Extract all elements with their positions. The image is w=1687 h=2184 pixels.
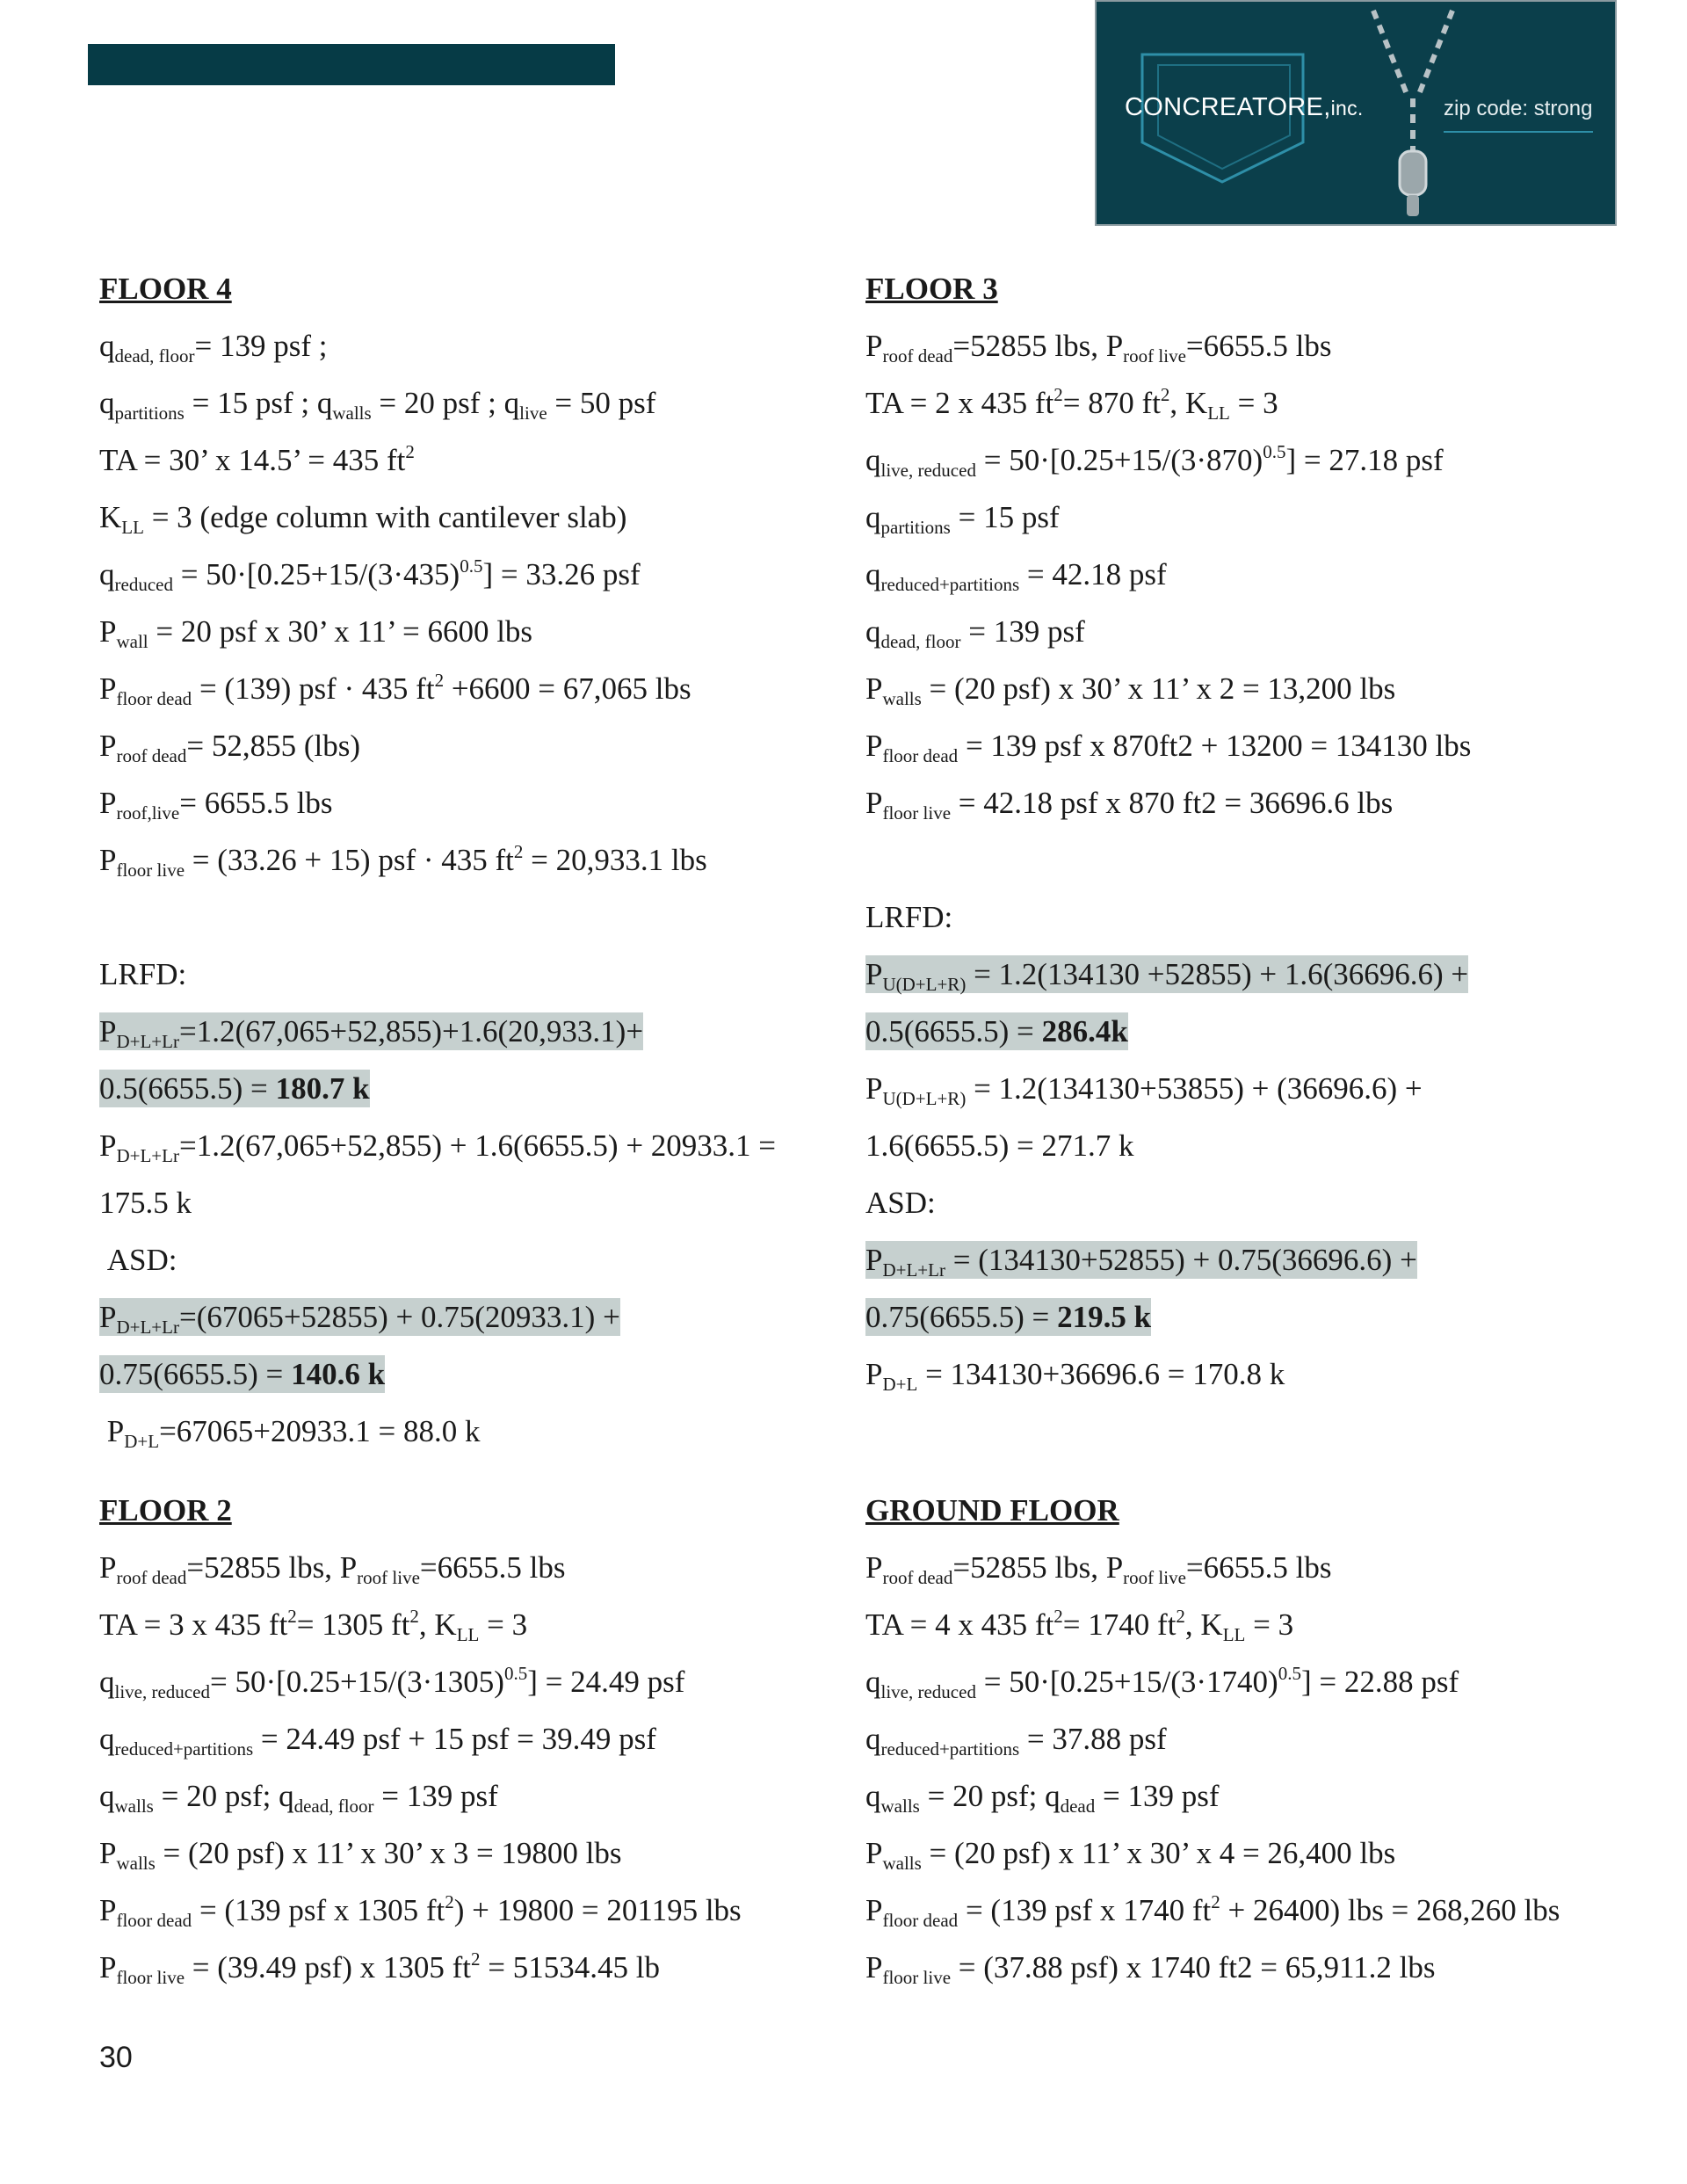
section-heading: FLOOR 3 bbox=[865, 272, 998, 306]
calc-line: 0.75(6655.5) = 219.5 k bbox=[865, 1300, 1152, 1334]
calc-line: LRFD: bbox=[99, 957, 187, 991]
calc-line: $q_{reduced+partitions} = 24.49$ psf + 15 psf = 39.49 psf bbox=[99, 1722, 656, 1760]
calc-line: $P_{roof dead}=52855$ lbs, $P_{roof live}=6655.5$ lbs bbox=[99, 1550, 566, 1588]
calc-line: 0.5(6655.5) = 286.4k bbox=[865, 1014, 1128, 1048]
calc-line: $P_{roof dead}=52855$ lbs, $P_{roof live}=6655.5$ lbs bbox=[865, 1550, 1332, 1588]
calc-line: $K_{LL} = 3$ (edge column with cantilever slab) bbox=[99, 500, 627, 538]
section-heading: FLOOR 2 bbox=[99, 1493, 232, 1527]
page-number: 30 bbox=[99, 2041, 133, 2074]
calc-line: $q_{walls} = 20$ psf; $q_{dead, floor} = 139$ psf bbox=[99, 1779, 498, 1817]
calc-lines bbox=[99, 317, 872, 1460]
calc-line: $P_{floor live} = 42.18$ psf x 870 ft2 = 36696.6 lbs bbox=[865, 786, 1394, 824]
spacer bbox=[865, 831, 1639, 889]
calc-lines bbox=[99, 1539, 872, 1996]
floor-3-section bbox=[865, 260, 1639, 1403]
calc-line: $P_{roof dead}=52855$ lbs, $P_{roof live}=6655.5$ lbs bbox=[865, 329, 1332, 366]
calc-line: $P_{D+L+Lr} = (134130+52855) + 0.75(36696.6)$ + bbox=[865, 1243, 1417, 1281]
calc-line: $P_{roof,live}= 6655.5$ lbs bbox=[99, 786, 333, 824]
company-tagline: zip code: strong bbox=[1444, 97, 1593, 120]
company-name: CONCREATORE,inc. bbox=[1125, 93, 1364, 121]
calc-line: $P_{D+L} = 134130+36696.6 = 170.8$ k bbox=[865, 1357, 1285, 1395]
calc-line: $P_{walls} = (20$ psf) x 11’ x 30’ x 4 = 26,400 lbs bbox=[865, 1836, 1396, 1874]
calc-line: ASD: bbox=[99, 1243, 177, 1277]
calc-line: $P_{floor dead} = (139)$ psf · 435 $ft^2 +6600 = 67,065$ lbs bbox=[99, 670, 691, 709]
calc-line: $P_{U(D+L+R)} = 1.2(134130 +52855) + 1.6(36696.6)$ + bbox=[865, 957, 1469, 995]
calc-line: $q_{walls} = 20$ psf; $q_{dead} = 139$ psf bbox=[865, 1779, 1220, 1817]
calc-line: $P_{floor dead} = (139$ psf x 1740 $ft^2 + 26400$) lbs = 268,260 lbs bbox=[865, 1891, 1560, 1931]
calc-line: LRFD: bbox=[865, 900, 953, 934]
calc-line: TA = 4 x 435 $ft^2= 1740$ $ft^2$, $K_{LL} = 3$ bbox=[865, 1606, 1294, 1645]
calc-line: $q_{live, reduced} = 50\cdot[0.25+15/(3\cdot 1740)^{0.5}] = 22.88$ psf bbox=[865, 1663, 1459, 1702]
section-heading: GROUND FLOOR bbox=[865, 1493, 1119, 1527]
calc-line: TA = 30’ x 14.5’ = 435 $ft^2$ bbox=[99, 441, 415, 477]
calc-line: $P_{D+L}=67065+20933.1 = 88.0$ k bbox=[99, 1414, 481, 1452]
calc-line: $q_{dead, floor}= 139$ psf ; bbox=[99, 329, 328, 366]
header-accent-bar bbox=[88, 44, 615, 85]
calc-line: $P_{D+L+Lr}=(67065+52855) + 0.75(20933.1)$ + bbox=[99, 1300, 620, 1338]
calc-line: $P_{wall} = 20$ psf x 30’ x 11’ = 6600 lbs bbox=[99, 614, 533, 652]
calc-line: $P_{floor live} = (33.26 + 15)$ psf · 435 $ft^2 = 20,933.1$ lbs bbox=[99, 841, 707, 881]
section-heading: FLOOR 4 bbox=[99, 272, 232, 306]
calc-line: TA = 2 x 435 $ft^2= 870$ $ft^2$, $K_{LL} = 3$ bbox=[865, 384, 1278, 424]
calc-line: 1.6(6655.5) = 271.7 k bbox=[865, 1128, 1134, 1163]
calc-line: $P_{floor live} = (39.49$ psf) x 1305 $ft^2 = 51534.45$ lb bbox=[99, 1948, 660, 1988]
floor-2-section bbox=[99, 1482, 872, 1996]
calc-line: TA = 3 x 435 $ft^2= 1305$ $ft^2$, $K_{LL} = 3$ bbox=[99, 1606, 528, 1645]
calc-line: $q_{dead, floor} = 139$ psf bbox=[865, 614, 1085, 652]
calc-line: $q_{partitions} = 15$ psf bbox=[865, 500, 1060, 538]
calc-line: $q_{partitions} = 15$ psf ; $q_{walls} = 20$ psf ; $q_{live} = 50$ psf bbox=[99, 386, 656, 424]
calc-line: 0.5(6655.5) = 180.7 k bbox=[99, 1071, 370, 1106]
calc-line: $P_{floor dead} = 139$ psf x 870ft2 + 13200 = 134130 lbs bbox=[865, 729, 1472, 766]
calc-line: $P_{walls} = (20$ psf) x 30’ x 11’ x 2 = 13,200 lbs bbox=[865, 671, 1396, 709]
calc-lines bbox=[865, 1539, 1639, 1996]
calc-line: $P_{floor dead} = (139$ psf x 1305 $ft^2) + 19800 = 201195$ lbs bbox=[99, 1891, 742, 1931]
calc-line: $q_{live, reduced}= 50\cdot[0.25+15/(3\cdot 1305)^{0.5}] = 24.49$ psf bbox=[99, 1663, 685, 1702]
calc-line: 0.75(6655.5) = 140.6 k bbox=[99, 1357, 386, 1391]
calc-line: $P_{D+L+Lr}=1.2(67,065+52,855)+1.6(20,933.1)+$ bbox=[99, 1014, 644, 1052]
calc-line: $q_{reduced} = 50\cdot[0.25+15/(3\cdot 435)^{0.5}] = 33.26$ psf bbox=[99, 555, 641, 595]
floor-4-section bbox=[99, 260, 872, 1460]
calc-line: ASD: bbox=[865, 1186, 936, 1220]
calc-line: $q_{live, reduced} = 50\cdot[0.25+15/(3\cdot 870)^{0.5}] = 27.18$ psf bbox=[865, 441, 1444, 481]
calc-line: $P_{D+L+Lr}=1.2(67,065+52,855) + 1.6(6655.5) + 20933.1$ = bbox=[99, 1128, 777, 1166]
calc-line: $P_{floor live} = (37.88$ psf) x 1740 ft2 = 65,911.2 lbs bbox=[865, 1950, 1436, 1988]
calc-line: 175.5 k bbox=[99, 1186, 192, 1220]
calc-line: $P_{roof dead}= 52,855$ (lbs) bbox=[99, 729, 361, 766]
company-logo bbox=[1095, 0, 1617, 226]
calc-line: $P_{U(D+L+R)} = 1.2(134130+53855) + (36696.6)$ + bbox=[865, 1071, 1423, 1109]
calc-line: $P_{walls} = (20$ psf) x 11’ x 30’ x 3 = 19800 lbs bbox=[99, 1836, 622, 1874]
calc-lines bbox=[865, 317, 1639, 1403]
calc-line: $q_{reduced+partitions} = 42.18$ psf bbox=[865, 557, 1167, 595]
ground-floor-section bbox=[865, 1482, 1639, 1996]
spacer bbox=[99, 889, 872, 946]
calc-line: $q_{reduced+partitions} = 37.88$ psf bbox=[865, 1722, 1167, 1760]
